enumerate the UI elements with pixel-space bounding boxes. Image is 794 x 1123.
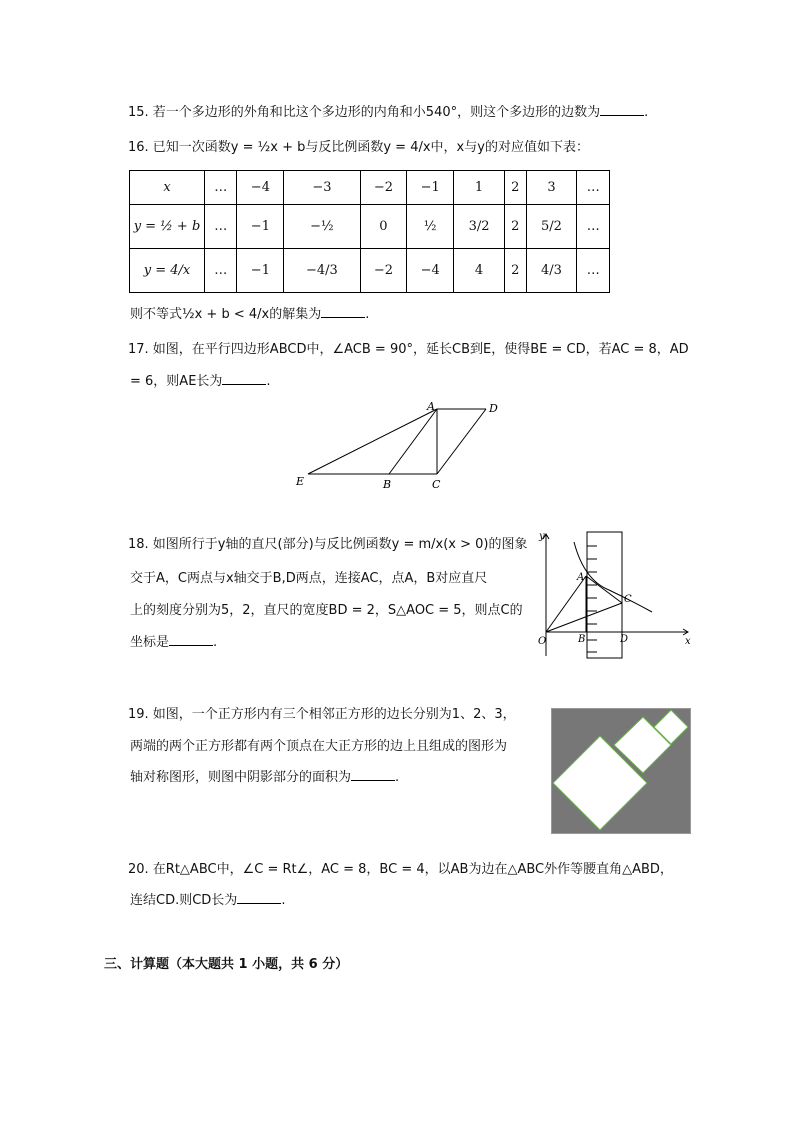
question-16-inequality: 则不等式½x + b < 4/x的解集为 . bbox=[130, 307, 370, 322]
table-cell: −4/3 bbox=[284, 249, 360, 293]
parallelogram-figure bbox=[290, 395, 510, 495]
table-cell: … bbox=[577, 249, 610, 293]
label-C: C bbox=[432, 478, 441, 491]
question-16-intro: 16. 已知一次函数y = ½x + b与反比例函数y = 4/x中，x与y的对应值如下表： bbox=[128, 140, 589, 155]
table-cell: −1 bbox=[237, 205, 284, 249]
label-y: y bbox=[539, 531, 545, 542]
table-row-y2 bbox=[130, 249, 610, 293]
question-20-line2: 连结CD.则CD长为 . bbox=[130, 893, 286, 908]
label-B: B bbox=[383, 478, 392, 491]
table-cell: −2 bbox=[360, 249, 407, 293]
table-cell: −2 bbox=[360, 171, 407, 205]
row-header-y1: y = ½ + b bbox=[130, 205, 205, 249]
q15-text: 15. 若一个多边形的外角和比这个多边形的内角和小540°，则这个多边形的边数为 bbox=[128, 105, 601, 120]
question-19-line3: 轴对称图形，则图中阴影部分的面积为 . bbox=[130, 770, 400, 785]
q15-end: . bbox=[644, 105, 649, 120]
q19-line3-text: 轴对称图形，则图中阴影部分的面积为 bbox=[130, 770, 352, 785]
answer-blank[interactable] bbox=[600, 103, 644, 116]
question-18-line2: 交于A，C两点与x轴交于B,D两点，连接AC，点A，B对应直尺 bbox=[130, 571, 488, 586]
label-A: A bbox=[427, 400, 435, 413]
question-20-line1: 20. 在Rt△ABC中，∠C = Rt∠，AC = 8，BC = 4，以AB为边在△ABC外作等腰直角△ABD， bbox=[128, 862, 673, 877]
squares-figure bbox=[551, 708, 691, 834]
table-cell: … bbox=[577, 205, 610, 249]
answer-blank[interactable] bbox=[222, 372, 266, 385]
label-D: D bbox=[489, 402, 498, 415]
table-cell: 2 bbox=[505, 249, 527, 293]
table-cell: 5/2 bbox=[526, 205, 577, 249]
question-19-line2: 两端的两个正方形都有两个顶点在大正方形的边上且组成的图形为 bbox=[130, 739, 508, 754]
table-cell: −1 bbox=[237, 249, 284, 293]
label-E: E bbox=[296, 475, 305, 488]
table-row-y1 bbox=[130, 205, 610, 249]
table-cell: −4 bbox=[237, 171, 284, 205]
table-cell: 4/3 bbox=[526, 249, 577, 293]
q20-line2-text: 连结CD.则CD长为 bbox=[130, 893, 238, 908]
question-15 bbox=[128, 103, 648, 123]
label-D: D bbox=[620, 634, 629, 645]
question-18-line4: 坐标是 . bbox=[130, 635, 218, 650]
table-cell: 2 bbox=[505, 205, 527, 249]
ruler-hyperbola-figure bbox=[530, 528, 700, 663]
table-cell: 3/2 bbox=[454, 205, 505, 249]
q18-line4-text: 坐标是 bbox=[130, 635, 170, 650]
table-cell: −3 bbox=[284, 171, 360, 205]
value-table bbox=[129, 170, 610, 293]
question-18-line1: 18. 如图所行于y轴的直尺(部分)与反比例函数y = m/x(x > 0)的图象 bbox=[128, 537, 528, 552]
table-cell: −½ bbox=[284, 205, 360, 249]
table-cell: 1 bbox=[454, 171, 505, 205]
label-x: x bbox=[685, 636, 691, 647]
table-row-x bbox=[130, 171, 610, 205]
question-19-line1: 19. 如图，一个正方形内有三个相邻正方形的边长分别为1、2、3， bbox=[128, 707, 516, 722]
row-header-y2: y = 4/x bbox=[130, 249, 205, 293]
table-cell: ½ bbox=[407, 205, 454, 249]
row-header-x: x bbox=[130, 171, 205, 205]
table-cell: … bbox=[577, 171, 610, 205]
table-cell: … bbox=[205, 205, 237, 249]
q16-ineq-text: 则不等式½x + b < 4/x的解集为 bbox=[130, 307, 322, 322]
table-cell: −1 bbox=[407, 171, 454, 205]
answer-blank[interactable] bbox=[351, 768, 395, 781]
label-A: A bbox=[577, 572, 585, 583]
q17-line2-text: = 6，则AE长为 bbox=[130, 374, 223, 389]
table-cell: −4 bbox=[407, 249, 454, 293]
section-3-title: 三、计算题（本大题共 1 小题，共 6 分） bbox=[104, 957, 349, 972]
label-C: C bbox=[624, 594, 632, 605]
answer-blank[interactable] bbox=[321, 305, 365, 318]
answer-blank[interactable] bbox=[237, 891, 281, 904]
question-18-line3: 上的刻度分别为5，2，直尺的宽度BD = 2，S△AOC = 5，则点C的 bbox=[130, 603, 523, 618]
table-cell: … bbox=[205, 171, 237, 205]
table-cell: 0 bbox=[360, 205, 407, 249]
table-cell: 4 bbox=[454, 249, 505, 293]
table-cell: … bbox=[205, 249, 237, 293]
question-17-line1: 17. 如图，在平行四边形ABCD中，∠ACB = 90°，延长CB到E，使得BE = CD，若AC = 8，AD bbox=[128, 342, 689, 357]
table-cell: 3 bbox=[526, 171, 577, 205]
question-17-line2: = 6，则AE长为 . bbox=[130, 374, 271, 389]
table-cell: 2 bbox=[505, 171, 527, 205]
answer-blank[interactable] bbox=[169, 633, 213, 646]
label-B: B bbox=[578, 634, 586, 645]
label-O: O bbox=[538, 636, 547, 647]
